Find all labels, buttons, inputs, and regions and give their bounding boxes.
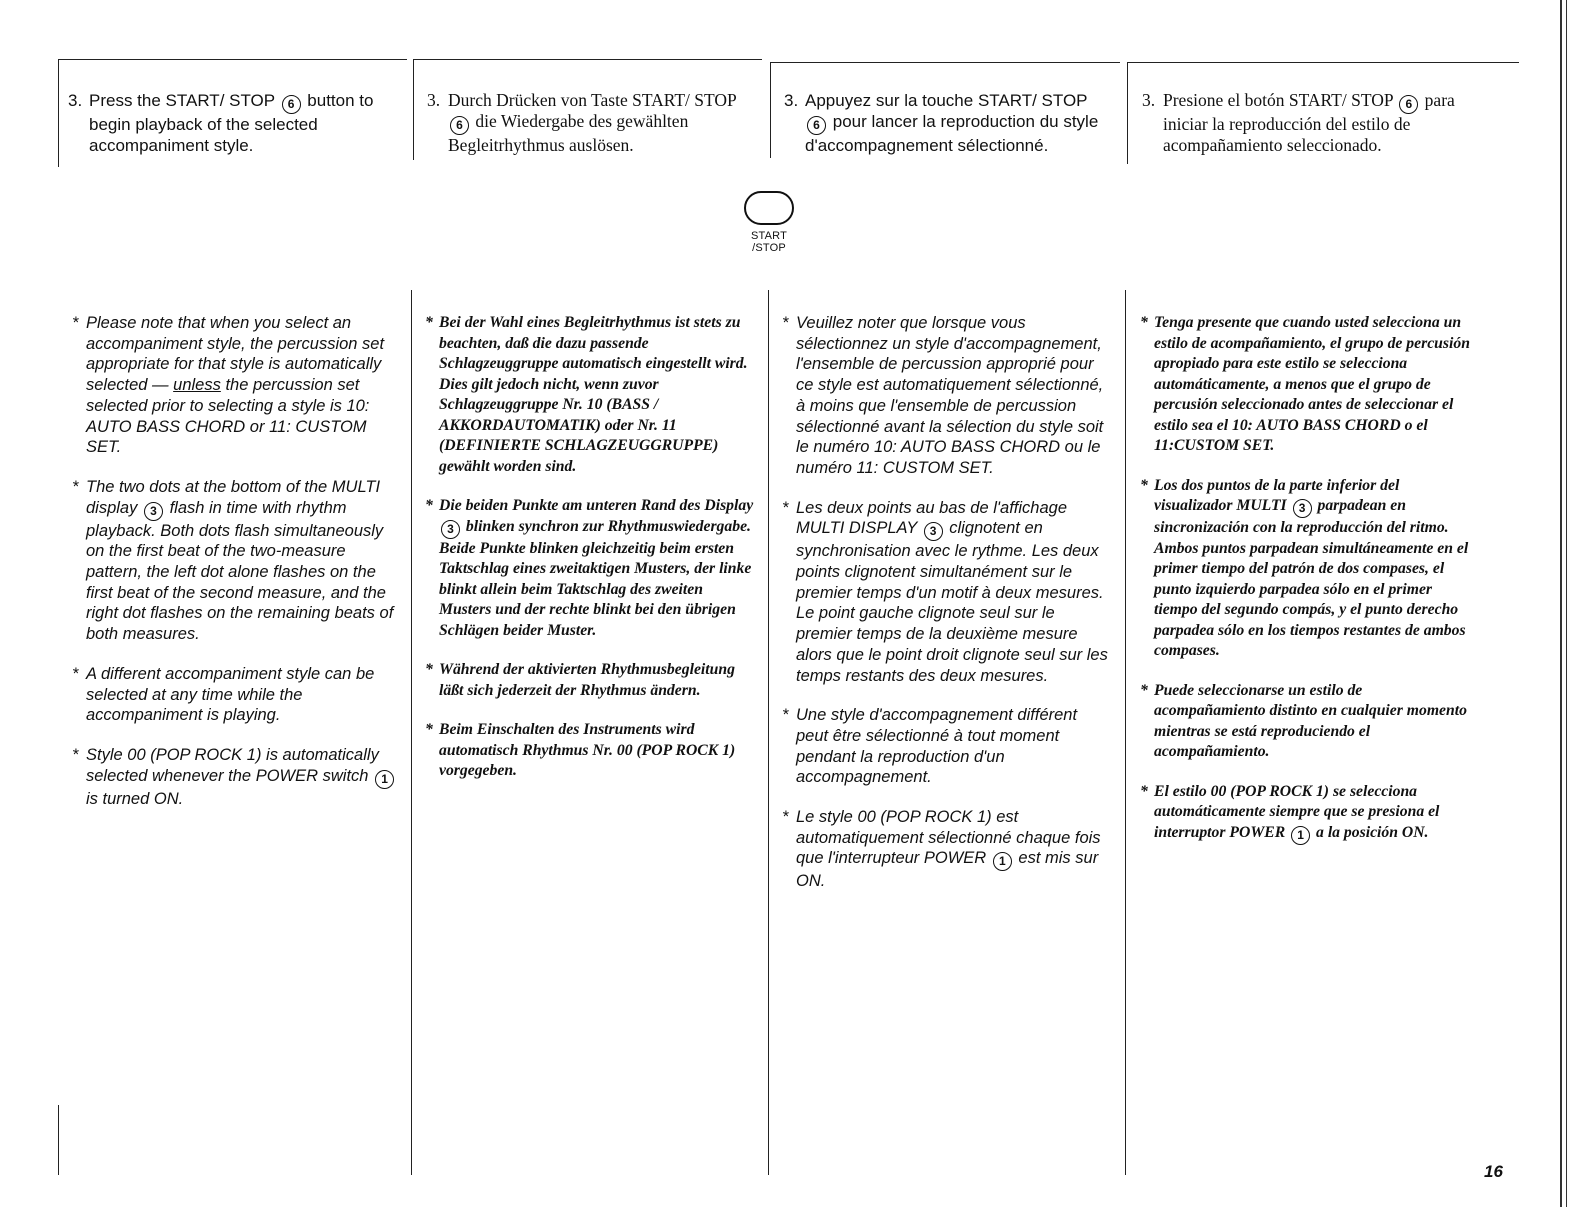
notes-fr [782,313,1112,911]
step-3-en: 3. Press the START/ STOP 6 button to begin playback of the selected accompaniment style. [68,91,374,155]
note-fr-1: * Veuillez noter que lorsque vous sélectionnez un style d'accompagnement, l'ensemble de percussion approprié pour ce style est automatiquement sélectionné, à moins que l'ensemble de percussion sélectionné avant la sélection du style soit le numéro 10: AUTO BASS CHORD ou le numéro 11: CUSTOM SET. [782,314,1104,477]
binding-edge-2 [1566,0,1567,1207]
ref-3-icon: 3 [441,520,460,539]
page-number: 16 [1484,1162,1503,1181]
ref-1-icon: 1 [1291,826,1310,845]
ref-6-icon: 6 [450,116,469,135]
unless-emphasis: unless [173,376,221,395]
note-de-4: * Beim Einschalten des Instruments wird automatisch Rhythmus Nr. 00 (POP ROCK 1) vorgegeben. [425,721,736,779]
ref-3-icon: 3 [1293,499,1312,518]
ref-6-icon: 6 [1399,95,1418,114]
button-label-stop: /STOP [752,242,786,254]
binding-edge [1560,0,1562,1207]
notes-es [1140,313,1472,864]
ref-6-icon: 6 [807,116,826,135]
ref-1-icon: 1 [993,852,1012,871]
notes-de [425,313,755,801]
left-border [58,59,59,167]
note-en-3: * A different accompaniment style can be selected at any time while the accompaniment is playing. [72,664,375,725]
note-es-4: * El estilo 00 (POP ROCK 1) se selecciona automáticamente siempre que se presiona el interruptor POWER 1 a la posición ON. [1140,782,1472,845]
ref-3-icon: 3 [924,522,943,541]
note-de-2: * Die beiden Punkte am unteren Rand des Display 3 blinken synchron zur Rhythmuswiedergabe. Beide Punkte blinken gleichzeitig beim ersten Taktschlag eines zweitaktigen Musters, der linke blinkt allein beim Taktschlag des zweiten Musters und der rechte blinkt bei den übrigen Schlägen beider Muster. [425,497,754,639]
top-rule-col3 [770,62,1120,63]
divider-1-bottom [411,290,412,1175]
ref-6-icon: 6 [282,95,301,114]
note-es-3: * Puede seleccionarse un estilo de acompañamiento distinto en cualquier momento mientras se está reproduciendo el acompañamiento. [1140,681,1467,760]
note-fr-3: * Une style d'accompagnement différent peut être sélectionné à tout moment pendant la reproduction d'un accompagnement. [782,706,1078,787]
step-3-fr: 3. Appuyez sur la touche START/ STOP 6 pour lancer la reproduction du style d'accompagnement sélectionné. [784,91,1099,155]
step-3-de: 3. Durch Drücken von Taste START/ STOP 6 die Wiedergabe des gewählten Begleitrhythmus auslösen. [427,90,737,155]
divider-2-bottom [768,290,769,1175]
step-3-es: 3. Presione el botón START/ STOP 6 para iniciar la reproducción del estilo de acompañamiento seleccionado. [1142,90,1455,155]
divider-1-top [413,59,414,160]
divider-3-top [1127,62,1128,164]
top-rule-col2 [413,59,762,60]
note-es-2: * Los dos puntos de la parte inferior del visualizador MULTI 3 parpadean en sincronización con la reproducción del ritmo. Ambos puntos parpadean simultáneamente en el primer tiempo del patrón de dos compases, el punto izquierdo parpadea sólo en el primer tiempo del segundo compás, y el punto derecho parpadea sólo en los tiempos restantes de ambos compases. [1140,476,1469,659]
start-stop-button-diagram [741,191,797,254]
top-rule-col4 [1127,62,1519,63]
note-de-3: * Während der aktivierten Rhythmusbegleitung läßt sich jederzeit der Rhythmus ändern. [425,661,735,699]
note-en-1: * Please note that when you select an accompaniment style, the percussion set appropriate for that style is automatically selected — unless the percussion set selected prior to selecting a style is 10: AUTO BASS CHORD or 11: CUSTOM SET. [72,314,385,457]
start-stop-button-icon [744,191,794,225]
note-fr-4: * Le style 00 (POP ROCK 1) est automatiquement sélectionné chaque fois que l'interrupteur POWER 1 est mis sur ON. [782,808,1101,891]
note-fr-2: * Les deux points au bas de l'affichage MULTI DISPLAY 3 clignotent en synchronisation avec le rythme. Les deux points clignotent simultanément sur le premier temps d'un motif à deux mesures. Le point gauche clignote seul sur le premier temps de la deuxième mesure alors que le point droit clignote seul sur les temps restants des deux mesures. [782,498,1108,685]
notes-en [72,313,402,828]
left-border-lower [58,1105,59,1175]
note-de-1: * Bei der Wahl eines Begleitrhythmus ist stets zu beachten, daß die dazu passende Schlagzeuggruppe automatisch eingestellt wird. Dies gilt jedoch nicht, wenn zuvor Schlagzeuggruppe Nr. 10 (BASS / AKKORDAUTOMATIK) oder Nr. 11 (DEFINIERTE SCHLAGZEUGGRUPPE) gewählt worden sind. [425,314,748,475]
note-en-4: * Style 00 (POP ROCK 1) is automatically selected whenever the POWER switch 1 is turned ON. [72,745,402,809]
ref-1-icon: 1 [375,770,394,789]
ref-3-icon: 3 [144,502,163,521]
note-en-2: * The two dots at the bottom of the MULTI display 3 flash in time with rhythm playback. Both dots flash simultaneously on the first beat of the two-measure pattern, the left dot alone flashes on the first beat of the second measure, and the right dot flashes on the remaining beats of both measures. [72,477,394,644]
divider-2-top [770,62,771,158]
top-rule-col1 [58,59,407,60]
button-label-start: START [750,230,788,242]
note-es-1: * Tenga presente que cuando usted selecciona un estilo de acompañamiento, el grupo de percusión apropiado para este estilo se selecciona automáticamente, a menos que el grupo de percusión seleccionado antes de seleccionar el estilo sea el 10: AUTO BASS CHORD o el 11:CUSTOM SET. [1140,314,1470,454]
divider-3-bottom [1125,290,1126,1175]
